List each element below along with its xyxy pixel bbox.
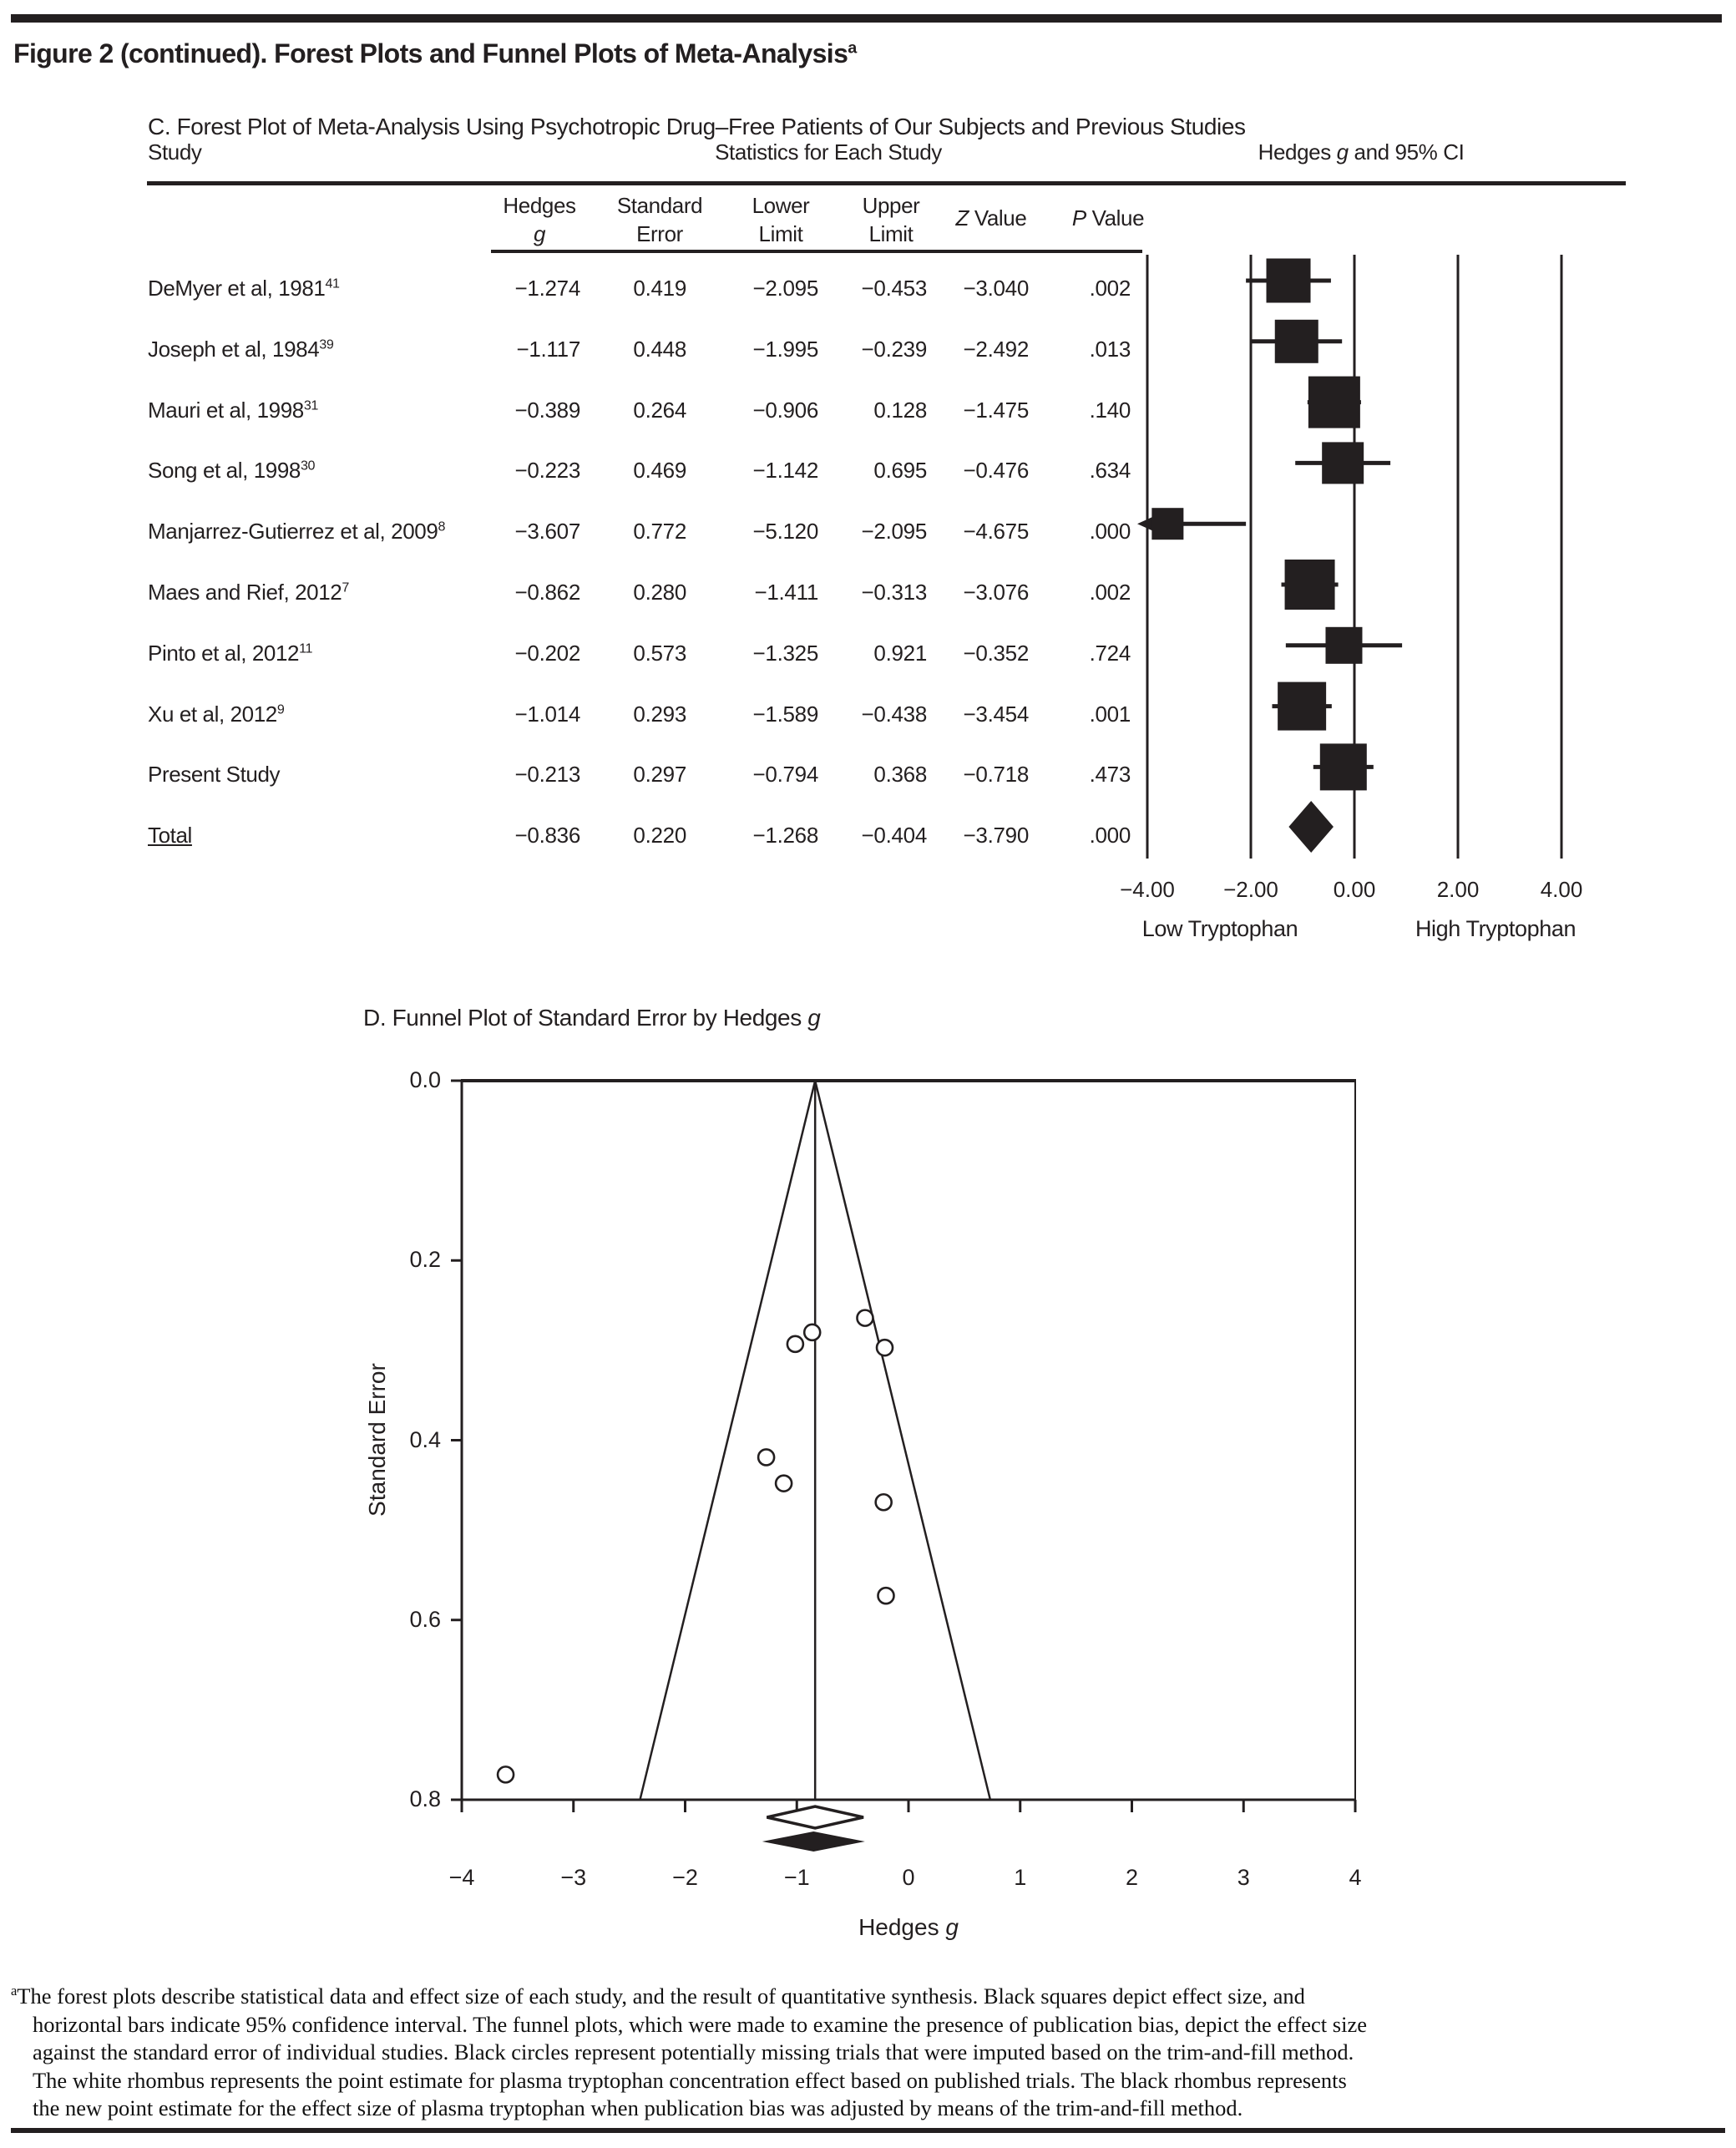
study-point-circle bbox=[804, 1325, 820, 1340]
funnel-y-tick-label: 0.2 bbox=[409, 1247, 441, 1273]
stat-value: −0.836 bbox=[514, 823, 580, 849]
stat-value: .140 bbox=[1089, 397, 1131, 423]
study-point-circle bbox=[878, 1588, 893, 1603]
figure-title bbox=[13, 38, 857, 69]
stat-value: −0.906 bbox=[752, 397, 818, 423]
table-row bbox=[0, 334, 1736, 364]
study-column-header: Study bbox=[148, 139, 202, 165]
stat-value: .002 bbox=[1089, 276, 1131, 301]
study-label: Xu et al, 2012$^9$ bbox=[148, 701, 285, 727]
study-reference-superscript: 7 bbox=[342, 580, 349, 595]
study-label: Total bbox=[148, 823, 192, 849]
stat-value: .000 bbox=[1089, 823, 1131, 849]
forest-axis-tick-label: 4.00 bbox=[1540, 877, 1583, 902]
top-rule bbox=[11, 14, 1722, 23]
caption-line: the new point estimate for the effect size of plasma tryptophan when publication bias was adjusted by means of the trim-and-fill method. bbox=[33, 2095, 1243, 2120]
stat-value: −4.675 bbox=[963, 519, 1029, 545]
forest-axis-tick-label: −4.00 bbox=[1120, 877, 1175, 902]
study-reference-superscript: 31 bbox=[303, 397, 318, 413]
stat-value: −1.274 bbox=[514, 276, 580, 301]
stat-value: −0.239 bbox=[861, 336, 927, 362]
stat-value: −1.411 bbox=[754, 580, 818, 605]
stat-value: −3.607 bbox=[514, 519, 580, 545]
table-row bbox=[0, 820, 1736, 850]
table-row bbox=[0, 455, 1736, 485]
study-point-circle bbox=[776, 1476, 792, 1492]
stat-value: −0.718 bbox=[963, 762, 1029, 788]
table-row bbox=[0, 759, 1736, 789]
stat-value: −3.040 bbox=[963, 276, 1029, 301]
stat-value: .000 bbox=[1089, 519, 1131, 545]
forest-axis-tick-label: −2.00 bbox=[1223, 877, 1278, 902]
stat-value: −1.325 bbox=[752, 640, 818, 666]
table-row bbox=[0, 273, 1736, 303]
funnel-x-tick-label: −3 bbox=[560, 1865, 587, 1890]
stat-value: .013 bbox=[1089, 336, 1131, 362]
study-point-circle bbox=[876, 1494, 892, 1510]
study-label: Song et al, 1998$^{30}$ bbox=[148, 458, 316, 484]
stat-value: −0.352 bbox=[963, 640, 1029, 666]
table-row bbox=[0, 395, 1736, 425]
funnel-x-tick-label: 2 bbox=[1125, 1865, 1139, 1890]
forest-plot-heading: C. Forest Plot of Meta-Analysis Using Psychotropic Drug–Free Patients of Our Subjects and Previous Studies bbox=[148, 114, 1246, 139]
forest-axis-tick-label: 2.00 bbox=[1436, 877, 1480, 902]
stat-value: 0.368 bbox=[873, 762, 927, 788]
stats-group-header: Statistics for Each Study bbox=[715, 139, 942, 165]
stat-value: −3.076 bbox=[963, 580, 1029, 605]
caption-line: against the standard error of individual studies. Black circles represent potentially missing trials that were imputed based on the trim-and-fill method. bbox=[33, 2039, 1354, 2064]
stat-value: −0.476 bbox=[963, 458, 1029, 484]
funnel-left-line bbox=[640, 1081, 815, 1800]
stat-value: −1.995 bbox=[752, 336, 818, 362]
study-reference-superscript: 41 bbox=[325, 276, 340, 291]
study-label: Joseph et al, 1984$^{39}$ bbox=[148, 336, 334, 362]
col-header-hedges-g: Hedges g bbox=[503, 193, 576, 246]
black-rhombus-adjusted-estimate bbox=[762, 1831, 865, 1852]
stat-value: −3.454 bbox=[963, 701, 1029, 727]
table-row bbox=[0, 699, 1736, 729]
funnel-y-tick-label: 0.4 bbox=[409, 1426, 441, 1452]
stat-value: .473 bbox=[1089, 762, 1131, 788]
stat-value: −0.223 bbox=[514, 458, 580, 484]
study-reference-superscript: 39 bbox=[319, 337, 334, 352]
subheader-rule bbox=[491, 250, 1142, 253]
stat-value: −2.095 bbox=[752, 276, 818, 301]
stat-value: 0.293 bbox=[633, 701, 686, 727]
stat-value: 0.573 bbox=[633, 640, 686, 666]
stat-value: 0.419 bbox=[633, 276, 686, 301]
figure-caption bbox=[11, 1983, 1729, 2123]
stat-value: 0.921 bbox=[873, 640, 927, 666]
funnel-y-tick-label: 0.6 bbox=[409, 1606, 441, 1632]
stat-value: 0.297 bbox=[633, 762, 686, 788]
stat-value: 0.264 bbox=[633, 397, 686, 423]
stat-value: 0.695 bbox=[873, 458, 927, 484]
funnel-x-tick-label: 1 bbox=[1014, 1865, 1027, 1890]
forest-axis-right-label: High Tryptophan bbox=[1415, 916, 1577, 941]
stat-value: 0.772 bbox=[633, 519, 686, 545]
stat-value: 0.220 bbox=[633, 823, 686, 849]
stat-value: −0.202 bbox=[514, 640, 580, 666]
table-row bbox=[0, 638, 1736, 668]
white-rhombus-point-estimate bbox=[767, 1806, 863, 1828]
study-label: DeMyer et al, 1981$^{41}$ bbox=[148, 276, 340, 301]
stat-value: .634 bbox=[1089, 458, 1131, 484]
stat-value: −5.120 bbox=[752, 519, 818, 545]
col-header-p-value: P Value bbox=[1071, 205, 1145, 231]
bottom-rule bbox=[11, 2128, 1725, 2133]
stat-value: −0.794 bbox=[752, 762, 818, 788]
funnel-y-tick-label: 0.0 bbox=[409, 1067, 441, 1092]
study-point-circle bbox=[498, 1766, 514, 1782]
study-point-circle bbox=[758, 1449, 774, 1465]
caption-line: horizontal bars indicate 95% confidence interval. The funnel plots, which were made to examine the presence of publication bias, depict the effect size bbox=[33, 2011, 1367, 2037]
funnel-x-tick-label: 4 bbox=[1349, 1865, 1362, 1890]
study-reference-superscript: 30 bbox=[300, 458, 316, 474]
forest-axis-left-label: Low Tryptophan bbox=[1141, 916, 1298, 941]
ci-group-header: Hedges g and 95% CI bbox=[1258, 139, 1465, 165]
stat-value: −0.213 bbox=[514, 762, 580, 788]
col-header-upper-limit: Upper Limit bbox=[862, 193, 920, 246]
study-point-circle bbox=[877, 1340, 893, 1355]
stat-value: −1.117 bbox=[516, 336, 580, 362]
stat-value: 0.128 bbox=[873, 397, 927, 423]
stat-value: −1.475 bbox=[963, 397, 1029, 423]
study-reference-superscript: 9 bbox=[276, 701, 285, 717]
study-label: Pinto et al, 2012$^{11}$ bbox=[148, 640, 313, 666]
stat-value: −2.095 bbox=[861, 519, 927, 545]
stat-value: −2.492 bbox=[963, 336, 1029, 362]
study-label: Present Study bbox=[148, 762, 281, 788]
stat-value: −0.438 bbox=[861, 701, 927, 727]
study-reference-superscript: 11 bbox=[299, 641, 313, 656]
caption-line: $^a$The forest plots describe statistical data and effect size of each study, and the result of quantitative synthesis. Black squares depict effect size, and bbox=[11, 1983, 1305, 2009]
stat-value: −3.790 bbox=[963, 823, 1029, 849]
forest-axis-tick-label: 0.00 bbox=[1333, 877, 1376, 902]
caption-line: The white rhombus represents the point estimate for plasma tryptophan concentration effect based on published trials. The black rhombus represents bbox=[33, 2067, 1347, 2093]
stat-value: −1.142 bbox=[752, 458, 818, 484]
stat-value: −0.313 bbox=[861, 580, 927, 605]
stat-value: 0.280 bbox=[633, 580, 686, 605]
stat-value: −0.453 bbox=[861, 276, 927, 301]
stat-value: −0.404 bbox=[861, 823, 927, 849]
stat-value: 0.469 bbox=[633, 458, 686, 484]
funnel-x-tick-label: −1 bbox=[783, 1865, 810, 1890]
stat-value: .724 bbox=[1089, 640, 1131, 666]
stat-value: −0.389 bbox=[514, 397, 580, 423]
stat-value: −1.589 bbox=[752, 701, 818, 727]
stat-value: −1.014 bbox=[514, 701, 580, 727]
study-point-circle bbox=[787, 1336, 803, 1352]
stat-value: −1.268 bbox=[752, 823, 818, 849]
funnel-plot-heading: D. Funnel Plot of Standard Error by Hedges g bbox=[363, 1005, 821, 1031]
figure-title-superscript: a bbox=[848, 38, 857, 58]
study-label: Mauri et al, 1998$^{31}$ bbox=[148, 397, 318, 423]
figure-title-text: Figure 2 (continued). Forest Plots and Funnel Plots of Meta-Analysis bbox=[13, 38, 848, 68]
study-label: Manjarrez-Gutierrez et al, 2009$^8$ bbox=[148, 519, 445, 545]
funnel-x-tick-label: 0 bbox=[902, 1865, 915, 1890]
stat-value: −0.862 bbox=[514, 580, 580, 605]
col-header-lower-limit: Lower Limit bbox=[752, 193, 810, 246]
funnel-right-line bbox=[815, 1081, 990, 1800]
funnel-x-tick-label: −4 bbox=[448, 1865, 475, 1890]
header-rule bbox=[147, 181, 1626, 185]
funnel-ylabel: Standard Error bbox=[364, 1363, 390, 1517]
study-label: Maes and Rief, 2012$^7$ bbox=[148, 580, 349, 605]
funnel-xlabel: Hedges g bbox=[858, 1914, 959, 1940]
col-header-standard-error: Standard Error bbox=[616, 193, 703, 246]
table-row bbox=[0, 516, 1736, 546]
table-row bbox=[0, 577, 1736, 607]
study-point-circle bbox=[857, 1310, 873, 1326]
funnel-y-tick-label: 0.8 bbox=[409, 1786, 441, 1811]
funnel-x-tick-label: 3 bbox=[1237, 1865, 1250, 1890]
col-header-z-value: Z Value bbox=[955, 205, 1027, 231]
study-reference-superscript: 8 bbox=[438, 519, 445, 534]
stat-value: .001 bbox=[1089, 701, 1131, 727]
stat-value: .002 bbox=[1089, 580, 1131, 605]
funnel-x-tick-label: −2 bbox=[672, 1865, 698, 1890]
stat-value: 0.448 bbox=[633, 336, 686, 362]
